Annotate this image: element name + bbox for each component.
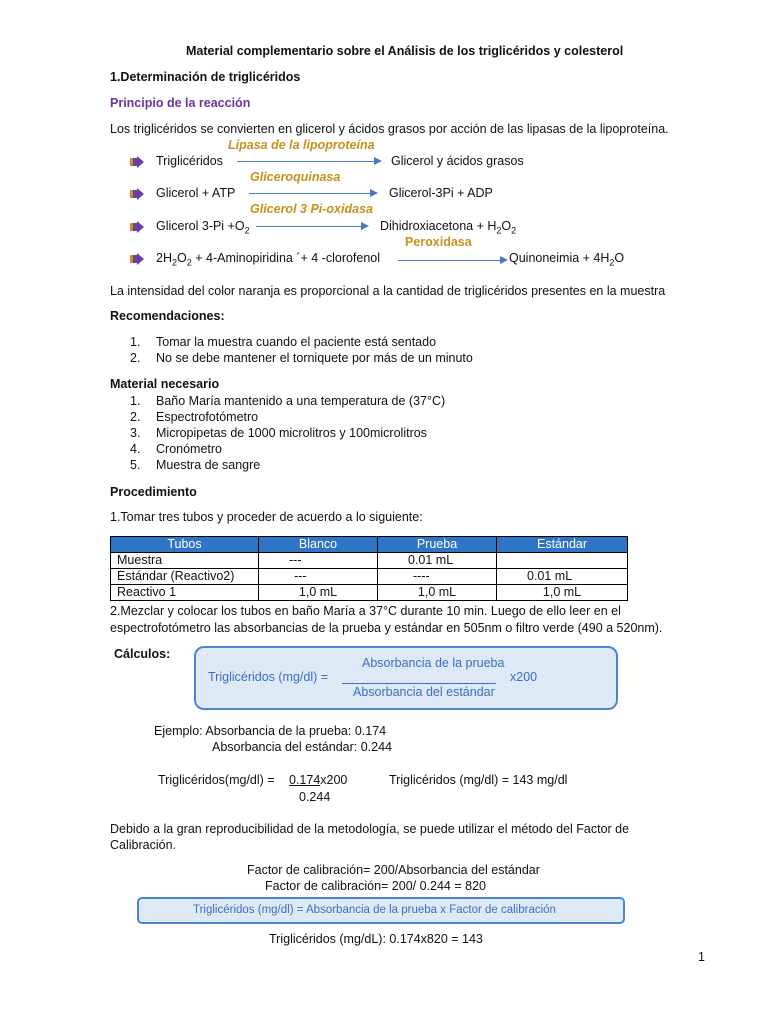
list-item: 2. Espectrofotómetro	[130, 410, 259, 424]
reaction-4-arrow	[398, 260, 506, 261]
factor-formula-box	[137, 897, 625, 924]
calculations-heading: Cálculos:	[114, 647, 171, 661]
materials-heading: Material necesario	[110, 377, 220, 391]
table-cell: ---	[259, 569, 378, 585]
procedure-step-2-line-2: espectrofotómetro las absorbancias de la prueba y estándar en 505nm o filtro verde (490 a 520nm).	[110, 621, 663, 635]
table-cell: 0.01 mL	[497, 569, 628, 585]
recommendations-heading: Recomendaciones:	[110, 309, 225, 323]
list-item: 3. Micropipetas de 1000 microlitros y 100microlitros	[130, 426, 427, 440]
calculation-denominator: 0.244	[299, 790, 331, 804]
table-cell: 1,0 mL	[259, 585, 378, 601]
procedure-heading: Procedimiento	[110, 485, 197, 499]
recommendations-list	[130, 334, 473, 366]
reaction-3-reactant: Glicerol $3-Pi +O_2$	[156, 219, 250, 236]
intro-paragraph: Los triglicéridos se convierten en glicerol y ácidos grasos por acción de las lipasas de la lipoproteína.	[110, 122, 669, 136]
formula-lhs: Triglicéridos (mg/dl) =	[208, 670, 329, 684]
example-line-2: Absorbancia del estándar: 0.244	[212, 740, 392, 754]
tubes-table	[110, 536, 628, 601]
reaction-1-arrow	[237, 161, 380, 162]
factor-paragraph-line-1: Debido a la gran reproducibilidad de la metodología, se puede utilizar el método del Factor de	[110, 822, 630, 836]
factor-line-1: Factor de calibración= 200/Absorbancia del estándar	[247, 863, 540, 877]
section-heading-triglycerides: 1.Determinación de triglicéridos	[110, 70, 301, 84]
reaction-4-reactant: $2H_2O_2$ + 4-Aminopiridina ´+ 4 -clorofenol	[156, 251, 381, 268]
formula-numerator: Absorbancia de la prueba	[362, 656, 505, 670]
intensity-paragraph: La intensidad del color naranja es proporcional a la cantidad de triglicéridos presentes en la muestra	[110, 284, 666, 298]
table-header: Tubos	[111, 537, 259, 553]
table-header-row	[111, 537, 628, 553]
reaction-2-product: Glicerol-3Pi + ADP	[389, 186, 493, 200]
factor-line-2: Factor de calibración= 200/ 0.244 = 820	[265, 879, 486, 893]
table-header: Blanco	[259, 537, 378, 553]
page-number: 1	[698, 950, 705, 964]
calculation-expression: 0.174x200	[289, 773, 348, 787]
table-row	[111, 553, 628, 569]
reaction-3-product: Dihidroxiacetona + $H_2O_2$	[380, 219, 517, 236]
arrow-bullet-icon	[130, 156, 144, 168]
factor-formula: Triglicéridos (mg/dl) = Absorbancia de la prueba x Factor de calibración	[193, 904, 556, 916]
table-cell: 0.01 mL	[378, 553, 497, 569]
example-line-1: Ejemplo: Absorbancia de la prueba: 0.174	[154, 724, 387, 738]
arrow-bullet-icon	[130, 221, 144, 233]
formula-multiplier: x200	[510, 670, 538, 684]
enzyme-label-g3p-oxidase: Glicerol 3 Pi-oxidasa	[250, 202, 373, 216]
formula-denominator: Absorbancia del estándar	[353, 685, 495, 699]
table-cell: 1,0 mL	[497, 585, 628, 601]
table-cell: ----	[378, 569, 497, 585]
table-cell: Estándar (Reactivo2)	[111, 569, 259, 585]
materials-list	[130, 393, 445, 473]
reaction-4-product: Quinoneimia + $4H_2O$	[509, 251, 625, 268]
table-cell: Muestra	[111, 553, 259, 569]
reaction-2-arrow	[249, 193, 376, 194]
enzyme-label-lipase: Lipasa de la lipoproteína	[228, 138, 375, 152]
fraction-bar	[342, 683, 496, 684]
table-row	[111, 585, 628, 601]
procedure-step-1: 1.Tomar tres tubos y proceder de acuerdo a lo siguiente:	[110, 510, 423, 524]
calculation-lhs: Triglicéridos(mg/dl) =	[158, 773, 275, 787]
document-title: Material complementario sobre el Análisis de los triglicéridos y colesterol	[186, 44, 624, 58]
calculation-result: Triglicéridos (mg/dl) = 143 mg/dl	[389, 773, 568, 787]
arrow-bullet-icon	[130, 188, 144, 200]
list-item: 1. Tomar la muestra cuando el paciente está sentado	[130, 335, 437, 349]
factor-paragraph-line-2: Calibración.	[110, 838, 177, 852]
reaction-1-reactant: Triglicéridos	[156, 154, 223, 168]
formula-box	[194, 646, 618, 710]
final-result: Triglicéridos (mg/dL): 0.174x820 = 143	[269, 932, 483, 946]
table-row	[111, 569, 628, 585]
table-cell: 1,0 mL	[378, 585, 497, 601]
list-item: 1. Baño María mantenido a una temperatura de (37°C)	[130, 394, 446, 408]
table-cell	[497, 553, 628, 569]
list-item: 5. Muestra de sangre	[130, 458, 261, 472]
table-header: Prueba	[378, 537, 497, 553]
arrow-bullet-icon	[130, 253, 144, 265]
list-item: 2. No se debe mantener el torniquete por más de un minuto	[130, 351, 473, 365]
reaction-1-product: Glicerol y ácidos grasos	[391, 154, 524, 168]
principle-heading: Principio de la reacción	[110, 96, 251, 110]
table-header: Estándar	[497, 537, 628, 553]
table-cell: ---	[259, 553, 378, 569]
table-cell: Reactivo 1	[111, 585, 259, 601]
list-item: 4. Cronómetro	[130, 442, 222, 456]
enzyme-label-glycerokinase: Gliceroquinasa	[250, 170, 341, 184]
reaction-2-reactant: Glicerol + ATP	[156, 186, 236, 200]
procedure-step-2-line-1: 2.Mezclar y colocar los tubos en baño María a 37°C durante 10 min. Luego de ello leer en el	[110, 604, 621, 618]
enzyme-label-peroxidase: Peroxidasa	[405, 235, 472, 249]
reaction-3-arrow	[256, 226, 367, 227]
